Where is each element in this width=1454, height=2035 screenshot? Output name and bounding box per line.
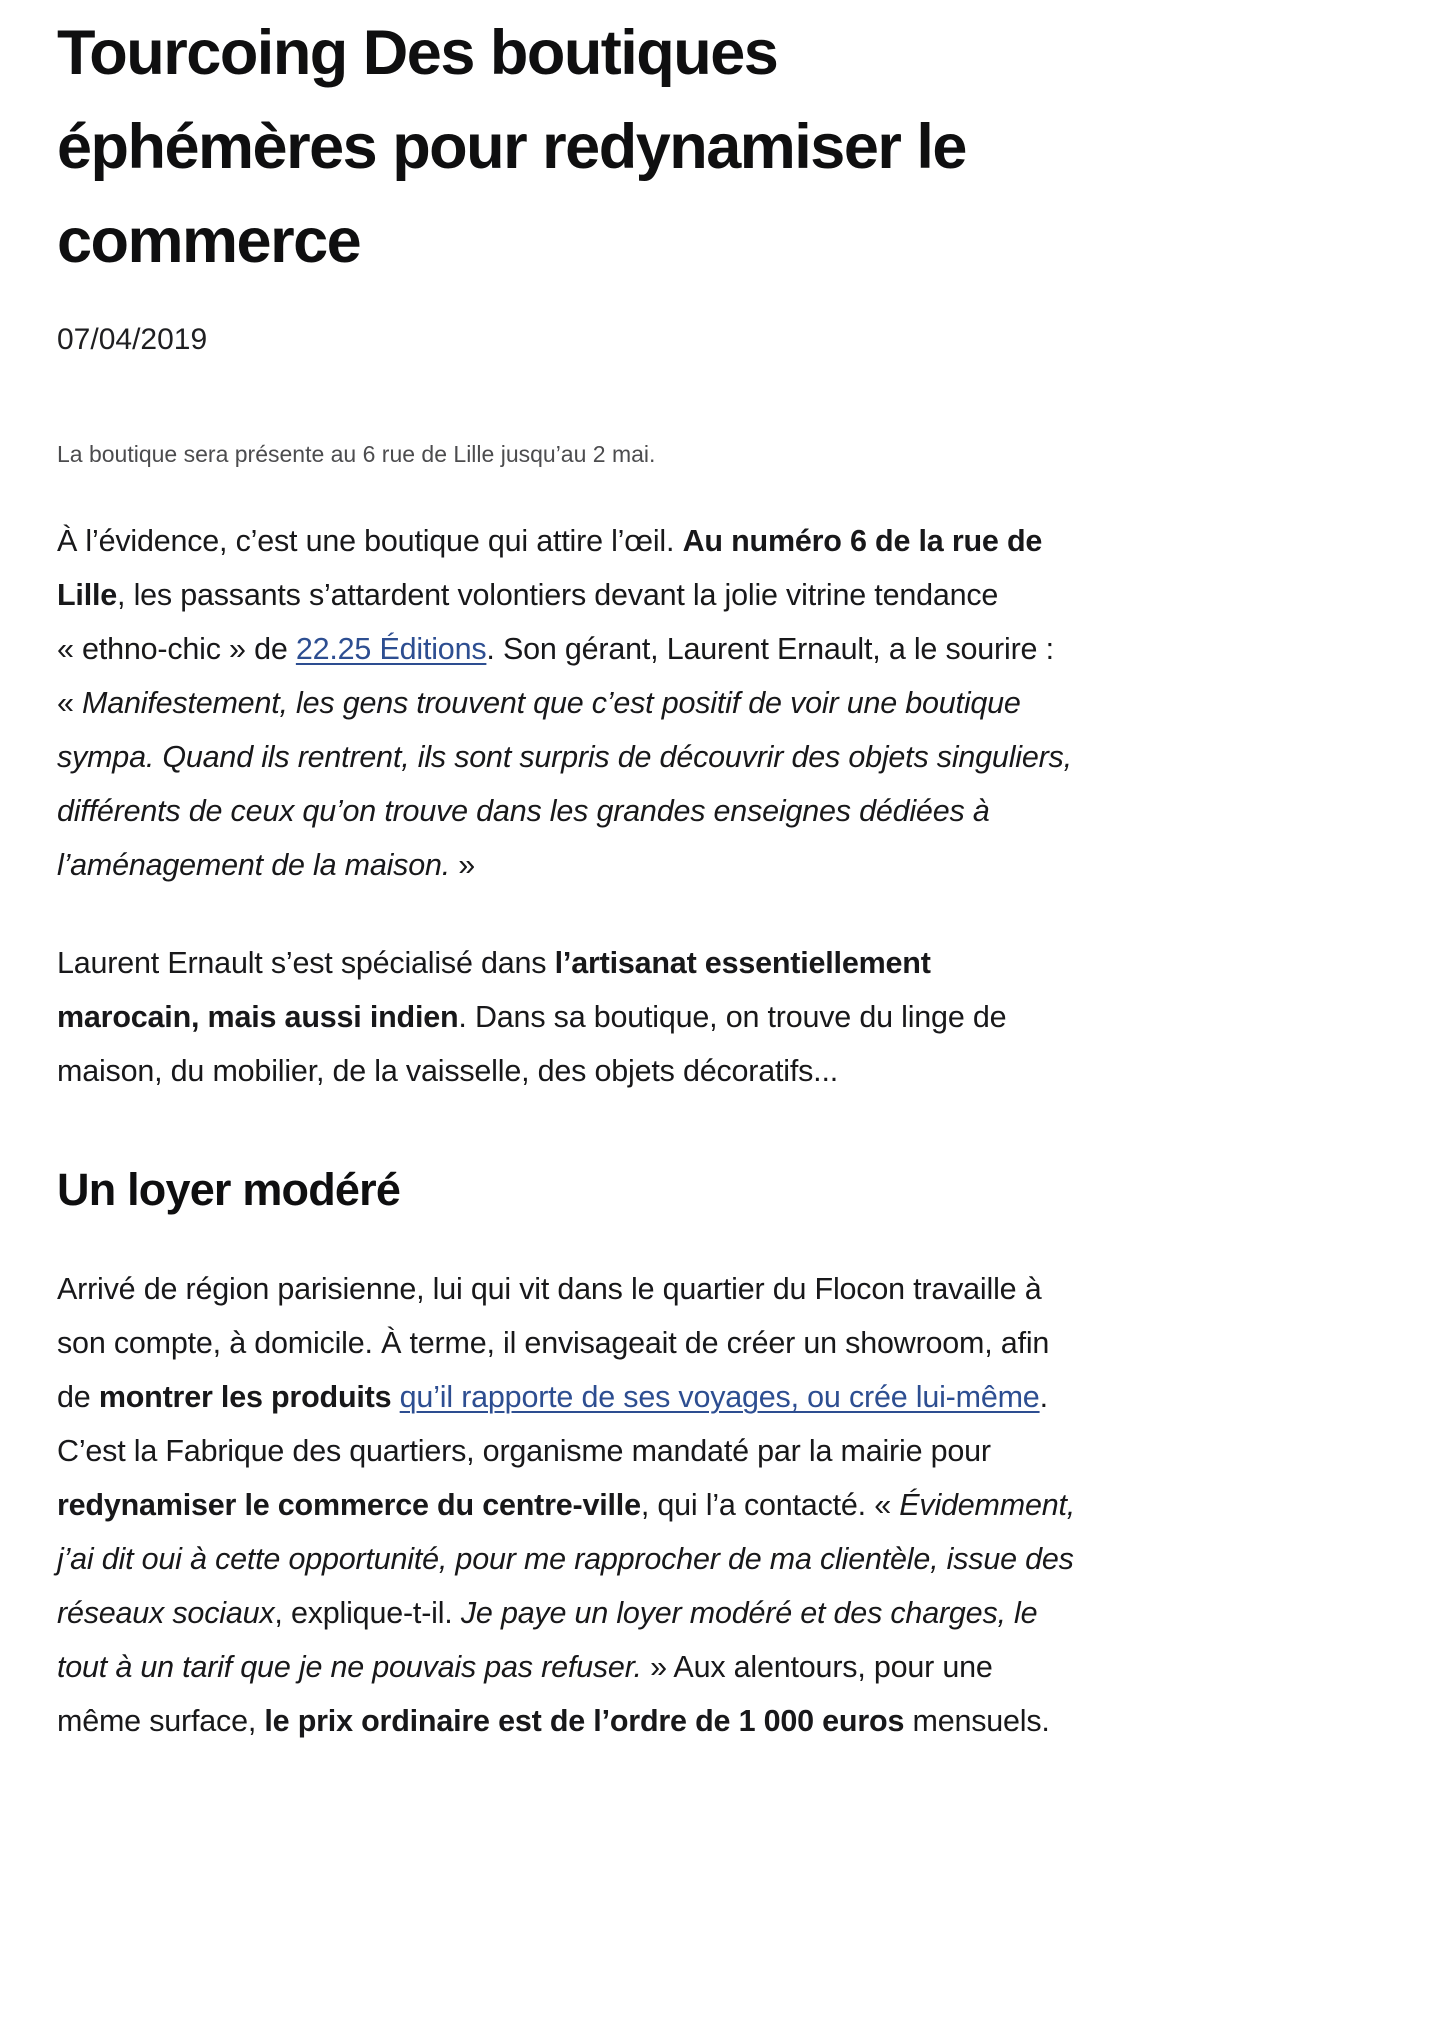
section-heading: Un loyer modéré	[57, 1164, 401, 1215]
article-title-line: éphémères pour redynamiser le	[57, 112, 966, 182]
text-segment-regular: . Dans sa boutique, on trouve du linge de maison, du mobilier, de la vaisselle, des objets décoratifs...	[57, 1000, 1007, 1088]
text-segment-italic: Manifestement, les gens trouvent que c’est positif de voir une boutique sympa. Quand ils rentrent, ils sont surpris de découvrir des objets singuliers, différents de ceux qu’on trouve dans les grandes enseignes dédiées à l’aménagement de la maison.	[57, 686, 1072, 882]
inline-link[interactable]: qu’il rapporte de ses voyages, ou crée lui-même	[399, 1380, 1040, 1414]
inline-link[interactable]: 22.25 Éditions	[295, 632, 487, 666]
text-segment-italic: Je paye un loyer modéré et des charges, le tout à un tarif que je ne pouvais pas refuser.	[57, 1596, 1038, 1684]
article-date: 07/04/2019	[57, 323, 208, 356]
text-segment-bold: l’artisanat essentiellement marocain, mais aussi indien	[57, 946, 931, 1034]
text-segment-bold: redynamiser le commerce du centre-ville	[57, 1488, 641, 1522]
text-segment-regular: Arrivé de région parisienne, lui qui vit dans le quartier du Flocon travaille à son compte, à domicile. À terme, il envisageait de créer un showroom, afin de	[57, 1272, 1050, 1414]
text-segment-regular: »	[450, 848, 476, 882]
text-segment-regular: , explique-t-il.	[274, 1596, 461, 1630]
text-segment-bold: le prix ordinaire est de l’ordre de 1 000 euros	[264, 1704, 905, 1738]
text-segment-regular	[391, 1380, 399, 1414]
article-title-line: Tourcoing Des boutiques	[57, 18, 778, 88]
text-segment-regular: À l’évidence, c’est une boutique qui attire l’œil.	[57, 524, 683, 558]
text-segment-italic: Évidemment, j’ai dit oui à cette opportunité, pour me rapprocher de ma clientèle, issue des réseaux sociaux	[57, 1488, 1076, 1630]
text-segment-regular: . C’est la Fabrique des quartiers, organisme mandaté par la mairie pour	[57, 1380, 1048, 1468]
text-segment-regular: Laurent Ernault s’est spécialisé dans	[57, 946, 555, 980]
text-segment-regular: . Son gérant, Laurent Ernault, a le sourire : «	[57, 632, 1054, 720]
paragraph-loyer	[57, 1262, 1077, 1748]
text-segment-bold: Au numéro 6 de la rue de Lille	[57, 524, 1043, 612]
text-segment-regular: , qui l’a contacté. «	[640, 1488, 900, 1522]
paragraph-artisanat	[57, 936, 1077, 1098]
image-caption: La boutique sera présente au 6 rue de Lille jusqu’au 2 mai.	[57, 441, 656, 467]
text-segment-regular: mensuels.	[904, 1704, 1050, 1738]
paragraph-intro	[57, 514, 1077, 892]
text-segment-regular: , les passants s’attardent volontiers devant la jolie vitrine tendance « ethno-chic » de	[57, 578, 999, 666]
text-segment-regular: » Aux alentours, pour une même surface,	[57, 1650, 993, 1738]
article-title-line: commerce	[57, 206, 361, 276]
article-title	[57, 6, 1454, 288]
article-body	[57, 514, 1077, 1748]
text-segment-bold: montrer les produits	[98, 1380, 392, 1414]
